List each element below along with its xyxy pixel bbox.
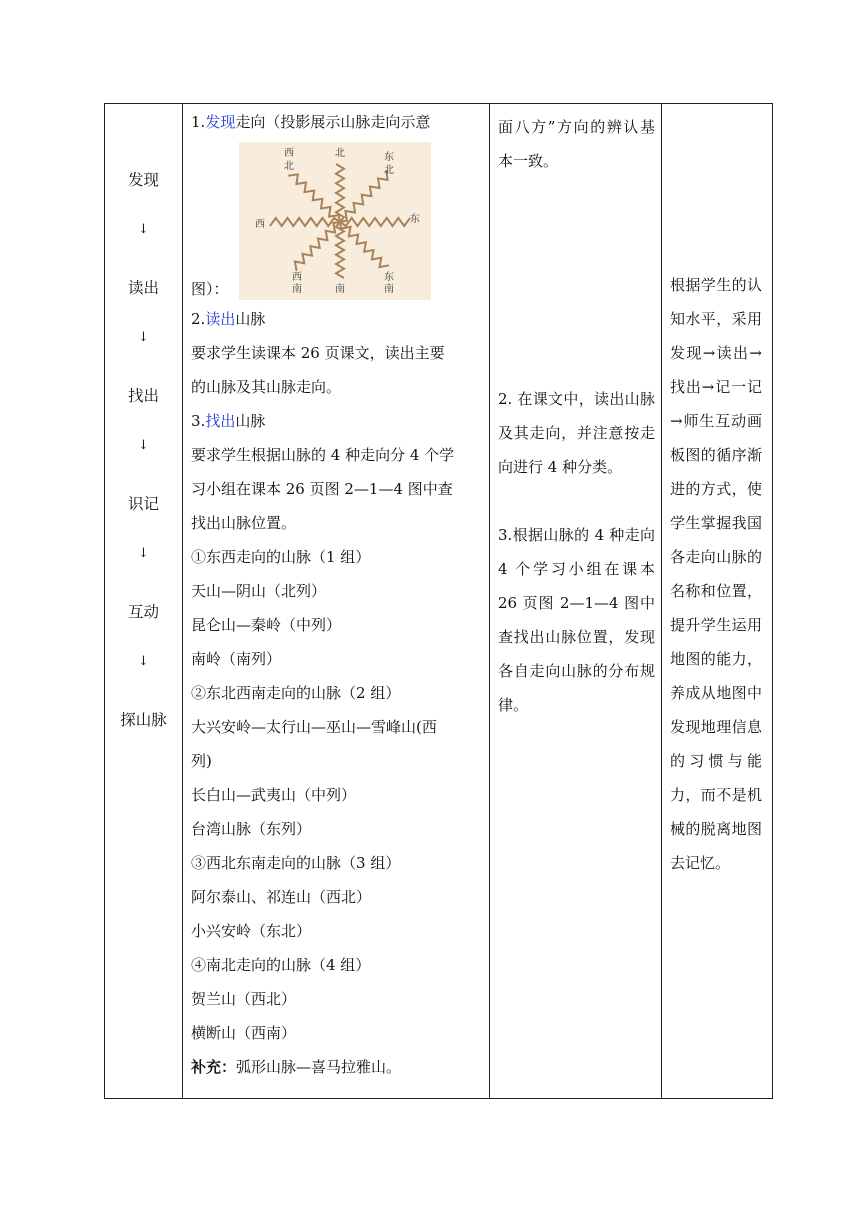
map-line: 图）： 西 北 北 东 北 西 东 西 南 南 东 南	[191, 136, 483, 300]
teacher-activity-column: 1.发现走向（投影展示山脉走向示意 图）： 西 北 北 东 北 西 东 西 南 南 东 南 2.读出山脉 要求学生读课本 26 页课文，读出主要 的山脉及其山脉走向。 3.找出山脉 要求学生根据山脉的 4 种走向分 4 个学 习小组在课本 26 页图 2—1—4 图中查 找出山脉位置。 ①东西走向的山脉（1 组） 天山—阴山（北列） 昆仑山—秦岭（中列） 南岭（南列） ②东北西南走向的山脉（2 组） 大兴安岭—太行山—巫山—雪峰山(西 列) 长白山—武夷山（中列） 台湾山脉（东列） ③西北东南走向的山脉（3 组） 阿尔泰山、祁连山（西北） 小兴安岭（东北） ④南北走向的山脉（4 组） 贺兰山（西北） 横断山（西南） 补充：弧形山脉—喜马拉雅山。	[183, 104, 490, 1099]
student-activity-column	[490, 104, 662, 1099]
down-arrow-icon: ↓	[138, 546, 149, 561]
student-activity-2: 2. 在课文中，读出山脉及其走向，并注意按走向进行 4 种分类。	[498, 390, 655, 476]
design-intent-column	[662, 104, 773, 1099]
map-label-e: 东	[409, 214, 420, 225]
mountain-ridge-7	[340, 222, 389, 267]
supplement-line: 补充：弧形山脉—喜马拉雅山。	[191, 1058, 402, 1076]
map-label-ne-top: 东	[383, 152, 394, 163]
stage-column	[105, 104, 183, 1099]
group-heading: ①东西走向的山脉（1 组）	[191, 548, 371, 566]
stage-find: 找出	[127, 387, 159, 405]
lesson-table	[104, 103, 773, 1099]
design-intent-text: 根据学生的认知水平，采用发现→读出→找出→记一记→师生互动画板图的循序渐进的方式，使学生掌握我国各走向山脉的名称和位置，提升学生运用地图的能力，养成从地图中发现地理信息的习惯与能力，而不是机械的脱离地图去记忆。	[670, 276, 762, 872]
keyword-read: 读出	[205, 310, 236, 328]
mountain-ridge-4	[288, 174, 340, 222]
map-label-n: 北	[334, 148, 345, 159]
mountain-ridge-6	[294, 222, 339, 271]
down-arrow-icon: ↓	[138, 330, 149, 345]
down-arrow-icon: ↓	[138, 654, 149, 669]
stage-interact: 互动	[127, 603, 159, 621]
map-label-sw-bottom: 南	[291, 284, 302, 295]
map-label-s: 南	[334, 284, 345, 295]
supplement-label: 补充：	[191, 1058, 237, 1076]
map-label-nw-bottom: 北	[283, 161, 294, 172]
mountain-ridge-1	[336, 222, 344, 278]
map-label-w: 西	[254, 219, 265, 230]
student-activity-3: 3.根据山脉的 4 种走向 4 个学习小组在课本 26 页图 2—1—4 图中查找出山脉位置，发现各自走向山脉的分布规律。	[498, 526, 655, 714]
mountain-ridge-3	[340, 218, 410, 226]
map-label-se-bottom: 南	[383, 284, 394, 295]
group-heading: ③西北东南走向的山脉（3 组）	[191, 854, 401, 872]
map-label-sw-top: 西	[291, 272, 302, 283]
map-label-ne-bottom: 北	[383, 165, 394, 176]
group-heading: ④南北走向的山脉（4 组）	[191, 956, 371, 974]
item-find: 3.找出山脉	[191, 412, 266, 430]
mountain-ridge-5	[340, 170, 388, 222]
stage-read: 读出	[127, 279, 159, 297]
group-heading: ②东北西南走向的山脉（2 组）	[191, 684, 401, 702]
stage-memorize: 识记	[127, 495, 159, 513]
mountain-ridge-2	[270, 218, 340, 226]
mountain-direction-diagram	[239, 142, 431, 300]
stage-explore: 探山脉	[120, 711, 167, 729]
table-row	[105, 104, 773, 1099]
item-discover: 1.发现走向（投影展示山脉走向示意	[191, 113, 431, 131]
down-arrow-icon: ↓	[138, 438, 149, 453]
stage-discover: 发现	[127, 171, 159, 189]
down-arrow-icon: ↓	[138, 222, 149, 237]
keyword-discover: 发现	[205, 113, 236, 131]
map-label-nw-top: 西	[283, 148, 294, 159]
student-activity-1: 面八方”方向的辨认基本一致。	[498, 118, 655, 170]
item-read: 2.读出山脉	[191, 310, 266, 328]
map-label-se-top: 东	[383, 272, 394, 283]
mountain-direction-svg	[239, 142, 431, 300]
keyword-find: 找出	[205, 412, 236, 430]
mountain-ridge-0	[336, 164, 344, 222]
